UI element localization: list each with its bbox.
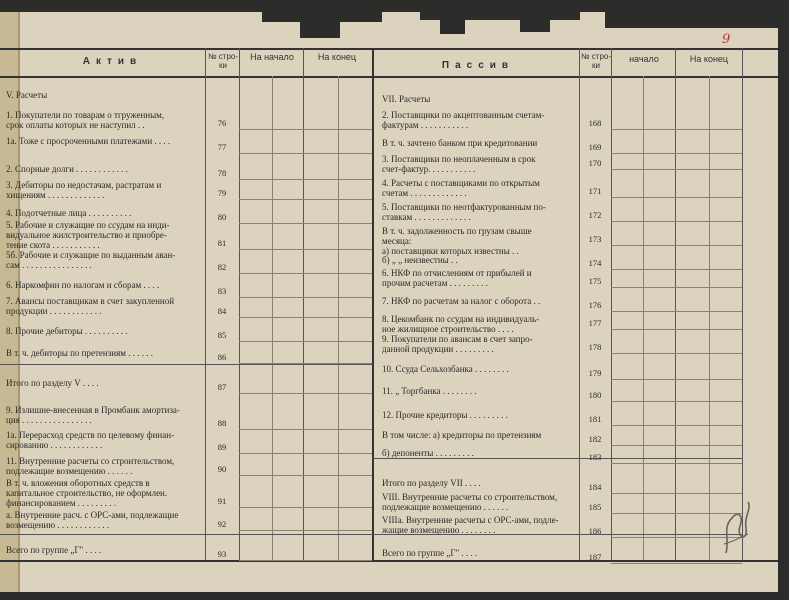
active-row-number: 86: [217, 352, 227, 362]
active-row-label: а. Внутренние расч. с ОРС-ами, подлежащие возмещению . . . . . . . . . . . .: [6, 510, 179, 530]
passive-row-label: VII. Расчеты: [382, 94, 431, 104]
active-row-rule: [239, 530, 372, 531]
active-row-rule: [239, 507, 372, 508]
passive-row-label: VIIIа. Внутренние расчеты с ОРС-ами, подле- жащие возмещению . . . . . . . .: [382, 515, 559, 535]
passive-row-number: 174: [588, 258, 602, 268]
sub-col-rule: [643, 76, 644, 560]
active-row-label: 5. Рабочие и служащие по ссудам на инди- видуальное жилстроительство и приобре- тение скота . . . . . . . . . . .: [6, 220, 170, 250]
active-row-label: Итого по разделу V . . . .: [6, 378, 99, 388]
active-row-label: В т. ч. дебиторы по претензиям . . . . . .: [6, 348, 153, 358]
passive-row-number: 187: [588, 552, 602, 562]
passive-row-label: 6. НКФ по отчислениям от прибылей и прочим расчетам . . . . . . . . .: [382, 268, 532, 288]
passive-row-rule: [611, 153, 742, 154]
torn-edge: [520, 12, 550, 32]
passive-row-rule: [611, 445, 742, 446]
passive-row-label: 3. Поставщики по неоплаченным в срок счет-фактур. . . . . . . . . . .: [382, 154, 536, 174]
active-row-number: 91: [217, 496, 227, 506]
active-row-number: 87: [217, 382, 227, 392]
active-row-rule: [239, 129, 372, 130]
torn-edge: [440, 12, 465, 34]
active-row-number: 89: [217, 442, 227, 452]
passive-row-label: 9. Покупатели по авансам в счет запро- данной продукции . . . . . . . . .: [382, 334, 533, 354]
col-rule: [303, 48, 304, 560]
active-row-rule: [239, 179, 372, 180]
active-row-number: 90: [217, 464, 227, 474]
passive-row-label: 10. Ссуда Сельхозбанка . . . . . . . .: [382, 364, 509, 374]
active-row-rule: [239, 393, 372, 394]
bottom-rule: [0, 560, 778, 562]
active-row-number: 88: [217, 418, 227, 428]
active-row-rule: [239, 429, 372, 430]
passive-row-number: 177: [588, 318, 602, 328]
passive-title: Пассив: [441, 60, 515, 71]
active-row-rule: [239, 273, 372, 274]
active-row-rule: [239, 199, 372, 200]
passive-row-number: 181: [588, 414, 602, 424]
active-row-number: 82: [217, 262, 227, 272]
passive-row-number: 175: [588, 276, 602, 286]
active-row-rule: [239, 453, 372, 454]
active-row-label: 11. Внутренние расчеты со строительством, подлежащие возмещению . . . . . .: [6, 456, 175, 476]
passive-row-rule: [611, 129, 742, 130]
passive-row-label: Всего по группе „Г" . . . .: [382, 548, 478, 558]
passive-row-number: 171: [588, 186, 602, 196]
passive-row-rule: [611, 287, 742, 288]
section-rule: [373, 458, 742, 459]
active-row-number: 78: [217, 168, 227, 178]
passive-row-number: 182: [588, 434, 602, 444]
active-row-label: 3. Дебиторы по недостачам, растратам и хищениям . . . . . . . . . . . . .: [6, 180, 162, 200]
active-row-number: 77: [217, 142, 227, 152]
passive-row-number: 176: [588, 300, 602, 310]
passive-row-number: 183: [588, 452, 602, 462]
active-row-label: 9. Излишне-внесенная в Промбанк амортиза- ция . . . . . . . . . . . . . . . .: [6, 405, 180, 425]
line-no-header-left: № стро-ки: [207, 52, 239, 70]
passive-row-label: В т. ч. зачтено банком при кредитовании: [382, 138, 538, 148]
passive-row-label: В т. ч. задолженность по грузам свыше месяца: а) поставщики которых известны . .: [382, 226, 532, 256]
passive-row-rule: [611, 245, 742, 246]
passive-row-rule: [611, 379, 742, 380]
passive-row-rule: [611, 563, 742, 564]
passive-row-rule: [611, 329, 742, 330]
sub-col-rule: [338, 76, 339, 560]
passive-row-label: В том числе: а) кредиторы по претензиям: [382, 430, 542, 440]
active-row-number: 93: [217, 549, 227, 559]
passive-row-number: 173: [588, 234, 602, 244]
passive-row-label: б) депоненты . . . . . . . . .: [382, 448, 474, 458]
start-header-left: На начало: [250, 52, 294, 62]
passive-row-number: 180: [588, 390, 602, 400]
passive-row-number: 178: [588, 342, 602, 352]
torn-edge: [300, 12, 340, 38]
passive-row-number: 170: [588, 158, 602, 168]
passive-row-label: 12. Прочие кредиторы . . . . . . . . .: [382, 410, 508, 420]
active-row-label: 1а. Перерасход средств по целевому финан- сированию . . . . . . . . . . . .: [6, 430, 175, 450]
sub-col-rule: [709, 76, 710, 560]
passive-row-rule: [611, 269, 742, 270]
passive-row-number: 172: [588, 210, 602, 220]
passive-row-rule: [611, 463, 742, 464]
active-row-label: 5б. Рабочие и служащие по выданным аван- сам . . . . . . . . . . . . . . . .: [6, 250, 176, 270]
active-row-label: В т. ч. вложения оборотных средств в капитальное строительство, не оформлен. финансированием . . . . . . . . .: [6, 478, 168, 508]
active-row-number: 92: [217, 519, 227, 529]
passive-row-label: 8. Цекомбанк по ссудам на индивидуаль- ное жилищное строительство . . . .: [382, 314, 540, 334]
handwritten-mark-icon: [718, 498, 756, 558]
passive-row-label: 2. Поставщики по акцептованным счетам- фактурам . . . . . . . . . . .: [382, 110, 545, 130]
passive-row-number: 185: [588, 502, 602, 512]
passive-row-label: VIII. Внутренние расчеты со строительством, подлежащие возмещению . . . . . .: [382, 492, 558, 512]
passive-row-number: 179: [588, 368, 602, 378]
page-number-mark: 9: [722, 32, 731, 47]
active-row-number: 79: [217, 188, 227, 198]
header-top-rule: [0, 48, 778, 50]
active-row-label: V. Расчеты: [6, 90, 48, 100]
passive-row-label: 11. „ Торгбанка . . . . . . . .: [382, 386, 477, 396]
col-rule: [579, 48, 580, 560]
active-row-label: 1а. Тоже с просроченными платежами . . . .: [6, 136, 171, 146]
active-row-rule: [239, 560, 372, 561]
end-header-left: На конец: [317, 52, 357, 62]
balance-sheet-page: [0, 12, 778, 592]
active-row-label: 1. Покупатели по товарам о тгруженным, срок оплаты которых не наступил . .: [6, 110, 165, 130]
passive-row-rule: [611, 221, 742, 222]
section-rule: [0, 364, 373, 365]
passive-row-number: 186: [588, 526, 602, 536]
passive-row-label: 7. НКФ по расчетам за налог с оборота . .: [382, 296, 541, 306]
active-row-rule: [239, 249, 372, 250]
active-row-rule: [239, 363, 372, 364]
active-row-rule: [239, 223, 372, 224]
active-row-rule: [239, 153, 372, 154]
sub-col-rule: [272, 76, 273, 560]
passive-row-rule: [611, 353, 742, 354]
col-rule: [742, 48, 743, 560]
passive-row-rule: [611, 401, 742, 402]
passive-row-number: 169: [588, 142, 602, 152]
center-divider: [372, 48, 374, 560]
col-rule: [611, 48, 612, 560]
passive-row-number: 184: [588, 482, 602, 492]
active-row-label: 2. Спорные долги . . . . . . . . . . . .: [6, 164, 128, 174]
active-row-label: 7. Авансы поставщикам в счет закупленной продукции . . . . . . . . . . . .: [6, 296, 175, 316]
active-row-number: 80: [217, 212, 227, 222]
end-header-right: На конец: [689, 54, 729, 64]
active-row-number: 76: [217, 118, 227, 128]
active-row-number: 83: [217, 286, 227, 296]
active-row-label: 6. Наркомфин по налогам и сборам . . . .: [6, 280, 160, 290]
active-row-rule: [239, 297, 372, 298]
passive-row-rule: [611, 169, 742, 170]
col-rule: [239, 48, 240, 560]
active-row-label: Всего по группе „Г" . . . .: [6, 545, 102, 555]
start-header-right: начало: [629, 54, 659, 64]
passive-row-label: 5. Поставщики по неотфактурованным по- ставкам . . . . . . . . . . . . .: [382, 202, 546, 222]
torn-edge: [605, 12, 778, 28]
passive-row-label: 4. Расчеты с поставщиками по открытым счетам . . . . . . . . . . . . .: [382, 178, 540, 198]
passive-row-rule: [611, 425, 742, 426]
passive-row-number: 168: [588, 118, 602, 128]
col-rule: [205, 48, 206, 560]
active-row-number: 85: [217, 330, 227, 340]
header-bottom-rule: [0, 76, 778, 78]
active-title: Актив: [82, 56, 143, 67]
active-row-rule: [239, 341, 372, 342]
col-rule: [675, 48, 676, 560]
line-no-header-right: № стро-ки: [580, 52, 612, 70]
passive-row-label: Итого по разделу VII . . . .: [382, 478, 481, 488]
active-row-label: 4. Подотчетные лица . . . . . . . . . .: [6, 208, 132, 218]
passive-row-rule: [611, 311, 742, 312]
active-row-number: 84: [217, 306, 227, 316]
active-row-label: 8. Прочие дебиторы . . . . . . . . . .: [6, 326, 128, 336]
section-rule: [0, 534, 373, 535]
active-row-rule: [239, 475, 372, 476]
active-row-number: 81: [217, 238, 227, 248]
passive-row-rule: [611, 197, 742, 198]
passive-row-rule: [611, 493, 742, 494]
active-row-rule: [239, 317, 372, 318]
passive-row-label: б) „ „ неизвестны . .: [382, 255, 458, 265]
